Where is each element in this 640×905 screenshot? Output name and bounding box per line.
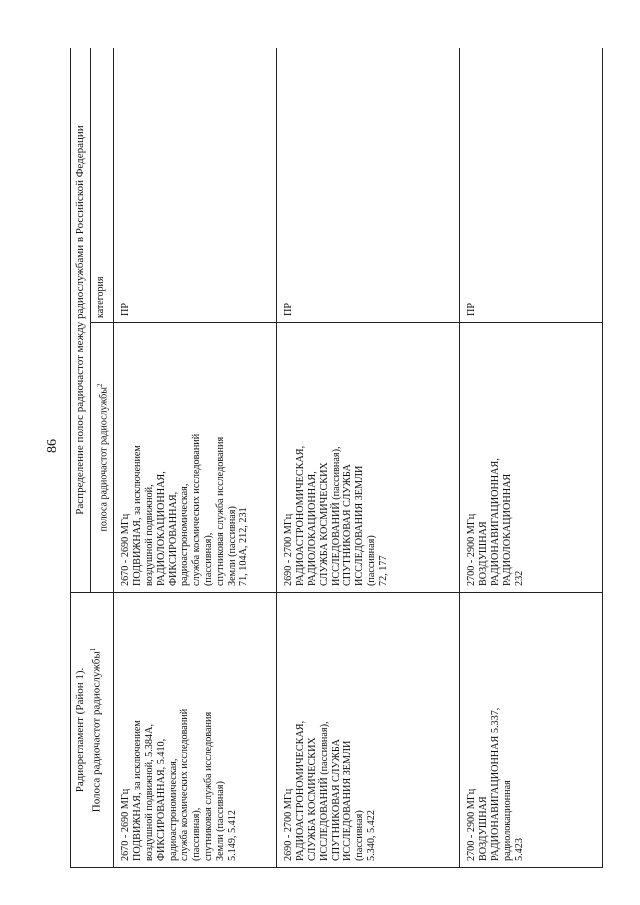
frequency-allocation-table <box>70 48 603 868</box>
category-cell: ПР <box>114 48 277 323</box>
table-row <box>460 48 603 868</box>
table-row <box>277 48 460 868</box>
rr-allocation-cell: 2690 - 2700 МГц РАДИОАСТРОНОМИЧЕСКАЯ, СЛУЖБА КОСМИЧЕСКИХ ИССЛЕДОВАНИЙ (пассивная), СПУТНИКОВАЯ СЛУЖБА ИССЛЕДОВАНИЯ ЗЕМЛИ (пассивная) 5.340, 5.422 <box>277 593 460 868</box>
rf-allocation-cell: 2700 - 2900 МГц ВОЗДУШНАЯ РАДИОНАВИГАЦИОННАЯ, РАДИОЛОКАЦИОННАЯ 232 <box>460 323 603 593</box>
rf-allocation-cell: 2690 - 2700 МГц РАДИОАСТРОНОМИЧЕСКАЯ, РАДИОЛОКАЦИОННАЯ, СЛУЖБА КОСМИЧЕСКИХ ИССЛЕДОВАНИЙ (пассивная), СПУТНИКОВАЯ СЛУЖБА ИССЛЕДОВАНИЯ ЗЕМЛИ (пассивная) 72, 177 <box>277 323 460 593</box>
header-rr-footnote: 1 <box>89 647 97 652</box>
header-rr-line1: Радиорегламент (Район 1). <box>74 667 86 793</box>
rr-allocation-cell: 2670 - 2690 МГц ПОДВИЖНАЯ, за исключением воздушной подвижной, 5.384А, ФИКСИРОВАННАЯ, 5.410, радиоастрономическая, служба космических исследований (пассивная), спутниковая служба исследования Земли (пассивная) 5.149, 5.412 <box>114 593 277 868</box>
header-row-1 <box>71 48 91 868</box>
header-rf-band <box>91 323 114 593</box>
rr-allocation-cell: 2700 - 2900 МГц ВОЗДУШНАЯ РАДИОНАВИГАЦИОННАЯ 5.337, радиолокационная 5.423 <box>460 593 603 868</box>
header-rf-band-label: полоса радиочастот радиослужбы <box>98 387 110 532</box>
rf-allocation-cell: 2670 - 2690 МГц ПОДВИЖНАЯ, за исключением воздушной подвижной, РАДИОЛОКАЦИОННАЯ, ФИКСИРОВАННАЯ, радиоастрономическая, служба космических исследований (пассивная), спутниковая служба исследования Земли (пассивная) 71, 104А, 212, 231 <box>114 323 277 593</box>
header-rr-line2: Полоса радиочастот радиослужбы <box>90 651 103 813</box>
table-viewport <box>70 48 610 868</box>
category-cell: ПР <box>460 48 603 323</box>
header-rr-column <box>71 593 114 868</box>
rotated-table-container <box>70 48 610 868</box>
header-rf-allocation: Распределение полос радиочастот между радиослужбами в Российской Федерации <box>71 48 91 593</box>
page-number: 86 <box>45 439 60 453</box>
header-rf-category: категория <box>91 48 114 323</box>
table-row <box>114 48 277 868</box>
header-rf-band-footnote: 2 <box>96 383 104 388</box>
category-cell: ПР <box>277 48 460 323</box>
